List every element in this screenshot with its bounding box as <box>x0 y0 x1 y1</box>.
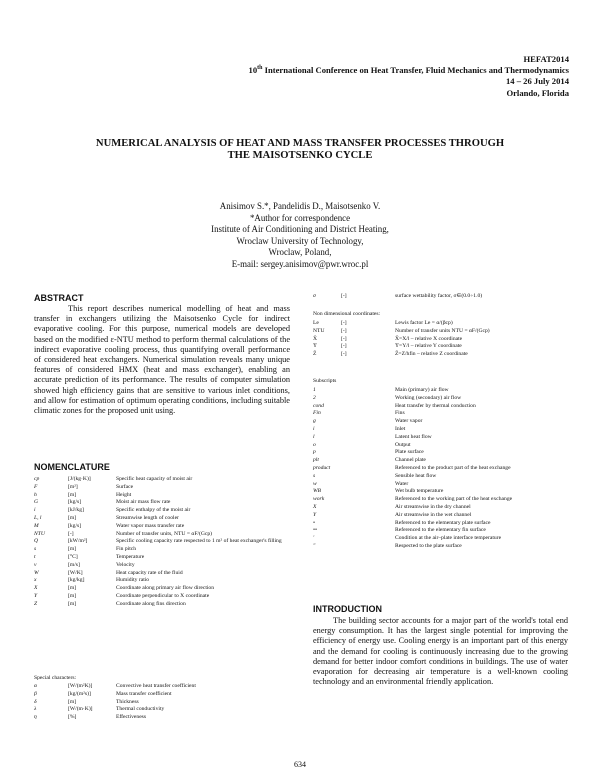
table-row <box>34 476 290 484</box>
table-cell: [m²] <box>68 483 78 490</box>
nondimensional-label: Non dimensional coordinates: <box>313 311 381 317</box>
paper-title: NUMERICAL ANALYSIS OF HEAT AND MASS TRANSFER PROCESSES THROUGH THE MAISOTSENKO CYCLE <box>95 138 505 162</box>
table-cell: [W/(m·K)] <box>68 706 93 713</box>
table-cell: [kg/(m²s)] <box>68 690 91 697</box>
table-cell: Specific heat capacity of moist air <box>116 476 193 482</box>
table-row <box>313 504 568 512</box>
table-cell: α <box>34 683 37 689</box>
table-row <box>313 293 568 301</box>
table-cell: Surface <box>116 483 134 490</box>
table-cell: Convective heat transfer coefficient <box>116 683 196 689</box>
affiliation-university: Wroclaw University of Technology, <box>236 235 364 246</box>
table-row <box>313 395 568 403</box>
conference-dates: 14 – 26 July 2014 <box>505 76 569 87</box>
table-cell: " <box>313 542 316 549</box>
table-cell: [-] <box>68 530 74 537</box>
table-row <box>34 683 290 691</box>
affiliation-institute: Institute of Air Conditioning and District Heating, <box>211 224 389 235</box>
sigma-table <box>313 293 568 301</box>
table-cell: Heat transfer by thermal conduction <box>395 402 476 409</box>
table-cell: [m] <box>68 592 77 599</box>
table-cell: Specific cooling capacity rate respected to 1 m² of heat exchanger's filling <box>116 538 282 545</box>
conference-acronym: HEFAT2014 <box>523 54 569 64</box>
introduction-heading: INTRODUCTION <box>313 604 382 614</box>
table-cell: surface wettability factor, σ∈(0.0÷1.0) <box>395 293 483 299</box>
table-cell: Water vapor <box>395 418 423 425</box>
table-cell: β <box>34 690 37 697</box>
table-row <box>34 484 290 492</box>
table-row <box>313 387 568 395</box>
table-row <box>313 457 568 465</box>
table-cell: NTU <box>34 530 45 537</box>
table-cell: Referenced to the product part of the heat exchange <box>395 464 511 471</box>
table-cell: [kg/s] <box>68 499 82 506</box>
table-cell: Height <box>116 491 132 498</box>
table-cell: [-] <box>341 320 347 326</box>
table-cell: ' <box>313 535 315 542</box>
table-cell: [-] <box>341 335 347 342</box>
table-cell: Z <box>34 600 38 607</box>
table-cell: Latent heat flow <box>395 433 432 440</box>
table-row <box>313 527 568 535</box>
table-cell: X <box>313 503 317 510</box>
table-cell: Referenced to the elementary plate surface <box>395 519 491 526</box>
table-row <box>313 465 568 473</box>
table-cell: Q <box>34 538 39 545</box>
table-row <box>34 515 290 523</box>
table-cell: Working (secondary) air flow <box>395 394 462 401</box>
table-cell: W <box>34 569 39 576</box>
table-row <box>313 351 568 359</box>
abstract-heading: ABSTRACT <box>34 293 84 303</box>
table-row <box>313 403 568 411</box>
table-cell: Y <box>34 592 38 599</box>
table-cell: [m] <box>68 600 77 607</box>
table-cell: s <box>313 472 316 479</box>
table-row <box>313 512 568 520</box>
table-cell: [m] <box>68 514 77 521</box>
author-block <box>120 201 480 271</box>
table-cell: [W/K] <box>68 569 83 576</box>
table-cell: σ <box>313 293 316 299</box>
table-cell: work <box>313 496 325 503</box>
table-cell: M <box>34 522 39 529</box>
table-cell: Channel plate <box>395 457 426 464</box>
table-cell: [-] <box>341 293 347 299</box>
table-cell: Plate surface <box>395 449 424 456</box>
table-cell: F <box>34 483 38 490</box>
table-cell: Heat capacity rate of the fluid <box>116 569 183 576</box>
table-cell: Referenced to the elementary fin surface <box>395 527 486 534</box>
table-cell: Number of transfer units NTU = αF/(Gcp) <box>395 327 490 334</box>
table-row <box>34 546 290 554</box>
table-cell: [J/(kg·K)] <box>68 476 91 482</box>
page-number: 634 <box>294 760 306 769</box>
table-cell: l <box>313 433 315 440</box>
table-cell: Thermal conductivity <box>116 706 165 713</box>
table-cell: Fin <box>313 410 321 417</box>
table-cell: WB <box>313 488 322 495</box>
table-cell: Humidity ratio <box>116 577 150 584</box>
nondimensional-table <box>313 320 568 359</box>
table-row <box>313 535 568 543</box>
table-cell: Streamwise length of cooler <box>116 514 179 521</box>
table-cell: Moist air mass flow rate <box>116 499 171 506</box>
table-row <box>34 523 290 531</box>
table-cell: Z̄=Z/hfin – relative Z coordinate <box>395 351 468 358</box>
author-email: E-mail: sergey.anisimov@pwr.wroc.pl <box>231 258 369 269</box>
subscripts-table <box>313 387 568 551</box>
table-cell: [-] <box>341 327 347 334</box>
table-cell: Mass transfer coefficient <box>116 690 172 697</box>
table-cell: x <box>34 577 37 584</box>
table-row <box>313 418 568 426</box>
table-row <box>313 449 568 457</box>
table-cell: Air streamwise in the wet channel <box>395 511 472 518</box>
table-cell: 2 <box>313 394 316 401</box>
table-row <box>313 488 568 496</box>
table-row <box>34 691 290 699</box>
table-cell: [kW/m²] <box>68 538 88 545</box>
table-cell: Inlet <box>395 425 406 432</box>
conference-name: 10th International Conference on Heat Transfer, Fluid Mechanics and Thermodynamics <box>248 65 569 76</box>
table-cell: Water vapor mass transfer rate <box>116 522 185 529</box>
table-cell: h <box>34 491 37 498</box>
table-cell: [m/s] <box>68 561 80 568</box>
abstract-text: This report describes numerical modelling of heat and mass transfer in exchangers utilizing the Maisotsenko Cycle for indirect evaporative cooling. For this purpose, numerical models are developed based on the modified ε-NTU method to perform thermal calculations of the indirect evaporative cooling process, thus quantifying overall performance of considered heat exchangers. Numerical simulation reveals many unique features of considered HMX (heat and mass exchanger), enabling an accurate prediction of its performance. The results of computer simulation showed high efficiency gains that are sensitive to various inlet conditions, and allow for estimation of optimum operating conditions, including suitable climatic zones for the proposed unit using. <box>34 304 290 416</box>
table-cell: [kJ/kg] <box>68 507 84 514</box>
table-cell: 1 <box>313 387 316 393</box>
table-cell: • <box>313 519 315 526</box>
table-cell: v <box>34 561 37 568</box>
table-cell: s <box>34 546 37 553</box>
table-cell: X <box>34 585 38 592</box>
table-cell: Lewis factor Le = α/(βcp) <box>395 320 453 326</box>
table-row <box>313 442 568 450</box>
conference-header <box>149 54 569 99</box>
table-cell: Air streamwise in the dry channel <box>395 503 471 510</box>
table-cell: Coordinate perpendicular to X coordinate <box>116 592 210 599</box>
table-cell: plt <box>313 457 319 464</box>
table-row <box>34 593 290 601</box>
table-cell: Main (primary) air flow <box>395 387 449 393</box>
table-cell: Le <box>313 320 319 326</box>
table-cell: Temperature <box>116 553 145 560</box>
conference-location: Orlando, Florida <box>506 87 569 98</box>
special-characters-label: Special characters: <box>34 675 77 681</box>
table-cell: Y <box>313 511 317 518</box>
table-row <box>34 538 290 546</box>
table-cell: η <box>34 714 37 721</box>
table-cell: Coordinate along primary air flow direction <box>116 585 215 592</box>
table-cell: cond <box>313 402 324 409</box>
table-cell: [-] <box>341 351 347 358</box>
table-cell: Specific enthalpy of the moist air <box>116 507 191 514</box>
table-cell: t <box>34 553 36 560</box>
table-cell: i <box>34 507 36 514</box>
table-cell: product <box>313 464 331 471</box>
introduction-text: The building sector accounts for a major part of the world's total end energy consumption. It has the largest single potential for improving the efficiency of energy use. Cooling energy is an important part of this energy and the demand for cooling is continuously increasing due to the growing demand for better indoor comfort conditions in buildings. The use of water evaporation for decreasing air temperature is a well-known cooling technology and an environmental friendly application. <box>313 616 568 687</box>
table-row <box>313 496 568 504</box>
table-row <box>313 434 568 442</box>
table-cell: X̄ <box>313 335 318 342</box>
table-cell: Thickness <box>116 698 139 705</box>
table-row <box>313 410 568 418</box>
table-cell: Fin pitch <box>116 546 137 553</box>
table-row <box>34 570 290 578</box>
table-cell: Ȳ <box>313 343 318 350</box>
table-cell: cp <box>34 476 40 482</box>
table-cell: Referenced to the working part of the heat exchange <box>395 496 513 503</box>
subscripts-label: Subscripts <box>313 378 337 384</box>
nomenclature-table <box>34 476 290 609</box>
table-cell: Effectiveness <box>116 714 147 721</box>
correspondence-note: *Author for correspondence <box>249 212 351 223</box>
table-row <box>34 554 290 562</box>
table-row <box>313 543 568 551</box>
table-row <box>313 328 568 336</box>
table-cell: [-] <box>341 343 347 350</box>
table-row <box>34 507 290 515</box>
table-cell: i <box>313 425 315 432</box>
table-cell: [m] <box>68 698 77 705</box>
table-row <box>313 426 568 434</box>
table-cell: Velocity <box>116 561 135 568</box>
table-cell: Respected to the plate surface <box>395 542 462 549</box>
table-cell: [kg/kg] <box>68 577 85 584</box>
table-cell: [°C] <box>68 553 78 560</box>
table-cell: δ <box>34 698 37 705</box>
table-cell: X̄=X/l – relative X coordinate <box>395 335 463 342</box>
table-cell: o <box>313 441 316 448</box>
table-row <box>34 585 290 593</box>
table-cell: [m] <box>68 491 77 498</box>
table-cell: Fins <box>395 410 405 417</box>
table-cell: λ <box>34 706 37 713</box>
table-cell: [kg/s] <box>68 522 82 529</box>
table-cell: [m] <box>68 585 77 592</box>
table-cell: [%] <box>68 714 77 721</box>
table-cell: G <box>34 499 39 506</box>
table-cell: Output <box>395 441 411 448</box>
affiliation-city: Wroclaw, Poland, <box>268 247 332 258</box>
table-cell: NTU <box>313 327 325 334</box>
table-cell: •• <box>313 527 317 534</box>
table-cell: L, l <box>34 514 42 521</box>
special-characters-table <box>34 683 290 722</box>
table-cell: Water <box>395 480 409 487</box>
table-cell: w <box>313 480 317 487</box>
table-row <box>34 577 290 585</box>
table-cell: Wet bulb temperature <box>395 488 444 495</box>
table-row <box>313 320 568 328</box>
table-cell: Sensible heat flow <box>395 472 437 479</box>
table-cell: p <box>313 449 316 456</box>
table-cell: Z̄ <box>313 351 317 358</box>
table-cell: Coordinate along fins direction <box>116 600 186 607</box>
table-cell: [m] <box>68 546 77 553</box>
nomenclature-heading: NOMENCLATURE <box>34 462 110 472</box>
table-cell: Ȳ=Y/l – relative Y coordinate <box>395 343 462 350</box>
table-cell: Number of transfer units, NTU = αF/(Gcp) <box>116 530 213 537</box>
table-row <box>313 481 568 489</box>
table-row <box>34 601 290 609</box>
table-cell: [W/(m²K)] <box>68 683 93 689</box>
table-row <box>34 714 290 722</box>
table-row <box>34 562 290 570</box>
table-row <box>34 706 290 714</box>
table-row <box>313 473 568 481</box>
table-cell: Condition at the air–plate interface temperature <box>395 535 502 542</box>
table-cell: g <box>313 418 316 425</box>
author-names: Anisimov S.*, Pandelidis D., Maisotsenko V. <box>219 201 381 211</box>
